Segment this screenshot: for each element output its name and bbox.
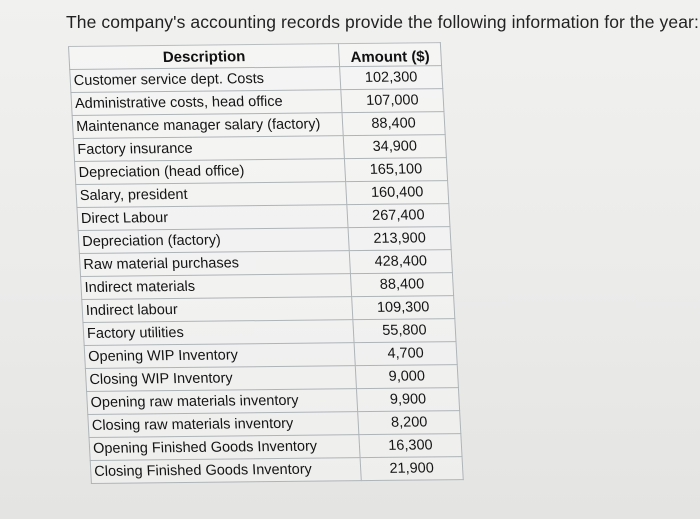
row-amount: 267,400	[347, 204, 450, 228]
row-description: Indirect materials	[81, 274, 352, 300]
row-description: Opening Finished Goods Inventory	[89, 435, 360, 461]
row-description: Direct Labour	[77, 205, 348, 231]
row-amount: 8,200	[358, 411, 461, 435]
row-description: Customer service dept. Costs	[70, 67, 341, 93]
row-description: Salary, president	[76, 182, 347, 208]
description-column-header: Description	[69, 44, 340, 70]
table-row	[90, 457, 463, 484]
accounting-records-sheet	[68, 42, 464, 508]
row-amount: 9,000	[355, 365, 458, 389]
row-description: Opening raw materials inventory	[87, 389, 358, 415]
row-description: Depreciation (head office)	[75, 159, 346, 185]
row-description: Factory utilities	[83, 320, 354, 346]
intro-text: The company's accounting records provide the following information for the year:	[66, 12, 699, 32]
row-amount: 428,400	[349, 250, 452, 274]
row-description: Maintenance manager salary (factory)	[72, 113, 343, 139]
row-amount: 55,800	[353, 319, 456, 343]
row-amount: 88,400	[350, 273, 453, 297]
accounting-records-table	[68, 42, 464, 484]
row-description: Closing raw materials inventory	[88, 412, 359, 438]
row-amount: 160,400	[346, 181, 449, 205]
row-amount: 34,900	[343, 135, 446, 159]
row-amount: 213,900	[348, 227, 451, 251]
row-amount: 9,900	[356, 388, 459, 412]
row-description: Closing Finished Goods Inventory	[90, 458, 361, 484]
row-description: Closing WIP Inventory	[85, 366, 356, 392]
row-amount: 4,700	[354, 342, 457, 366]
row-amount: 16,300	[359, 434, 462, 458]
table-header-row	[69, 43, 442, 70]
row-description: Indirect labour	[82, 297, 353, 323]
row-amount: 21,900	[360, 457, 463, 481]
row-amount: 88,400	[342, 112, 445, 136]
amount-column-header: Amount ($)	[338, 43, 441, 67]
row-description: Factory insurance	[73, 136, 344, 162]
table-body	[70, 66, 464, 484]
row-description: Raw material purchases	[79, 251, 350, 277]
row-amount: 165,100	[344, 158, 447, 182]
row-amount: 109,300	[352, 296, 455, 320]
row-amount: 102,300	[340, 66, 443, 90]
row-description: Administrative costs, head office	[71, 90, 342, 116]
row-amount: 107,000	[341, 89, 444, 113]
row-description: Opening WIP Inventory	[84, 343, 355, 369]
row-description: Depreciation (factory)	[78, 228, 349, 254]
